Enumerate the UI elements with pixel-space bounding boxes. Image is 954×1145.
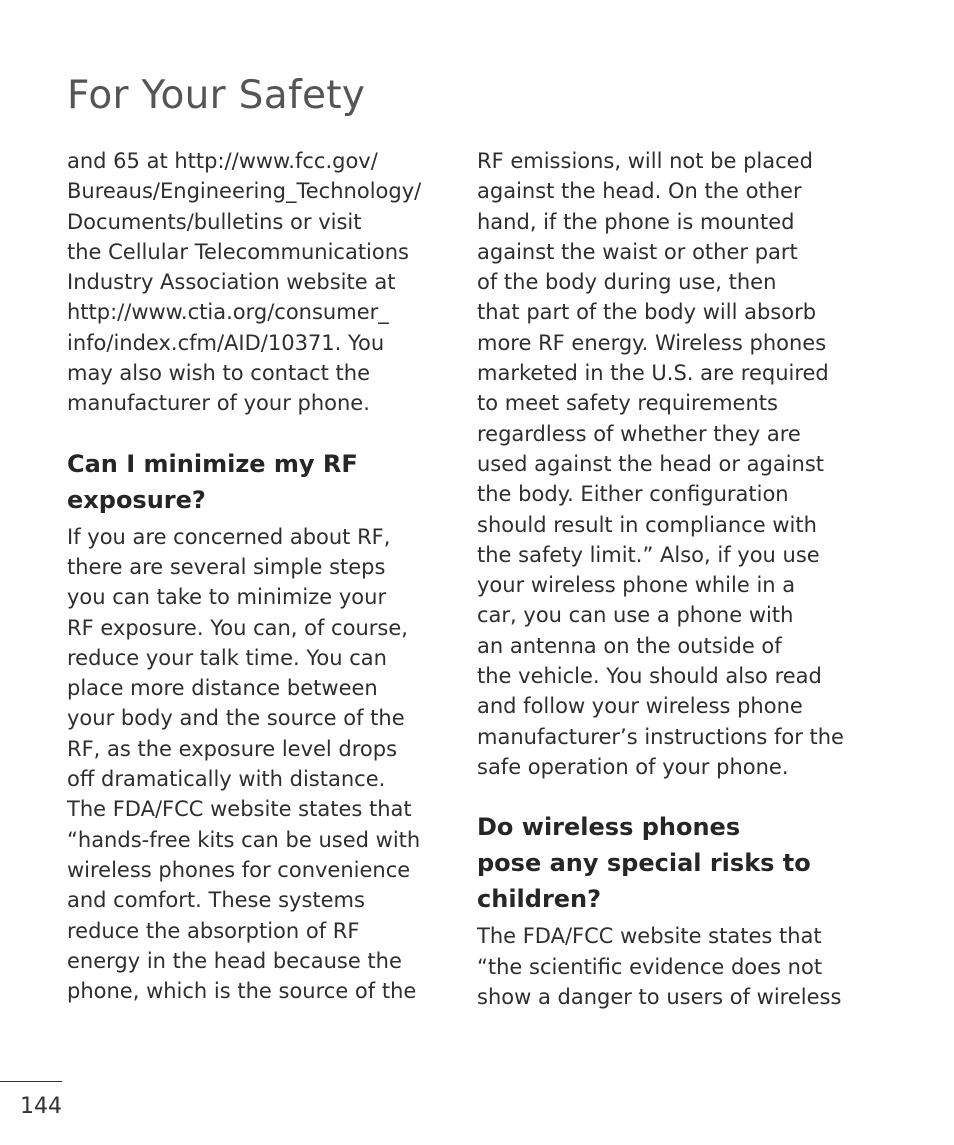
text-line: the Cellular Telecommunications [67,239,409,264]
right-column [477,146,872,1012]
text-line: hand, if the phone is mounted [477,209,795,234]
text-line: http://www.ctia.org/consumer_ [67,300,389,325]
text-line: more RF energy. Wireless phones [477,330,827,355]
text-line: info/index.cfm/AID/10371. You [67,330,385,355]
text-line: RF, as the exposure level drops [67,736,398,761]
text-line: marketed in the U.S. are required [477,361,829,386]
text-line: against the waist or other part [477,239,798,264]
text-line: off dramatically with distance. [67,767,386,792]
heading-line: pose any special risks to [477,849,811,878]
heading-line: exposure? [67,485,206,514]
text-line: against the head. On the other [477,179,802,204]
text-line: reduce your talk time. You can [67,645,387,670]
text-line: manufacturer of your phone. [67,391,370,416]
text-line: regardless of whether they are [477,421,801,446]
text-line: RF exposure. You can, of course, [67,615,408,640]
children-risks-paragraph [477,921,872,1012]
text-line: Documents/bulletins or visit [67,209,362,234]
text-line: reduce the absorption of RF [67,918,360,943]
text-line: that part of the body will absorb [477,300,817,325]
text-line: car, you can use a phone with [477,603,794,628]
text-line: and follow your wireless phone [477,694,803,719]
text-line: used against the head or against [477,451,825,476]
page-title: For Your Safety [67,73,366,118]
text-line: “hands-free kits can be used with [67,827,421,852]
text-line: If you are concerned about RF, [67,524,391,549]
text-line: Bureaus/Engineering_Technology/ [67,179,422,204]
text-line: place more distance between [67,676,378,701]
text-line: the body. Either configuration [477,482,789,507]
text-line: Industry Association website at [67,270,396,295]
text-line: The FDA/FCC website states that [477,924,822,949]
text-line: phone, which is the source of the [67,979,417,1004]
rf-continuation-paragraph [477,146,872,782]
text-line: “the scientific evidence does not [477,954,823,979]
text-line: the vehicle. You should also read [477,664,822,689]
text-line: The FDA/FCC website states that [67,797,412,822]
footer-divider [0,1081,62,1082]
text-line: your body and the source of the [67,706,405,731]
minimize-rf-paragraph [67,522,453,1007]
text-line: an antenna on the outside of [477,633,782,658]
heading-line: Can I minimize my RF [67,449,358,478]
heading-line: Do wireless phones [477,813,741,842]
intro-paragraph [67,146,453,419]
text-line: you can take to minimize your [67,585,387,610]
text-line: and 65 at http://www.fcc.gov/ [67,149,378,173]
section-heading-children-risks [477,809,872,917]
text-line: the safety limit.” Also, if you use [477,542,820,567]
text-line: may also wish to contact the [67,361,371,386]
heading-line: children? [477,885,602,914]
text-line: show a danger to users of wireless [477,984,842,1009]
text-line: there are several simple steps [67,554,386,579]
text-line: manufacturer’s instructions for the [477,724,844,749]
page-number: 144 [20,1094,62,1119]
text-line: to meet safety requirements [477,391,778,416]
section-heading-minimize-rf [67,446,453,518]
text-line: RF emissions, will not be placed [477,149,813,173]
text-line: wireless phones for convenience [67,857,411,882]
text-line: your wireless phone while in a [477,573,796,598]
left-column [67,146,453,1006]
text-line: of the body during use, then [477,270,777,295]
text-line: energy in the head because the [67,948,402,973]
text-line: and comfort. These systems [67,888,365,913]
text-line: safe operation of your phone. [477,754,789,779]
text-line: should result in compliance with [477,512,817,537]
